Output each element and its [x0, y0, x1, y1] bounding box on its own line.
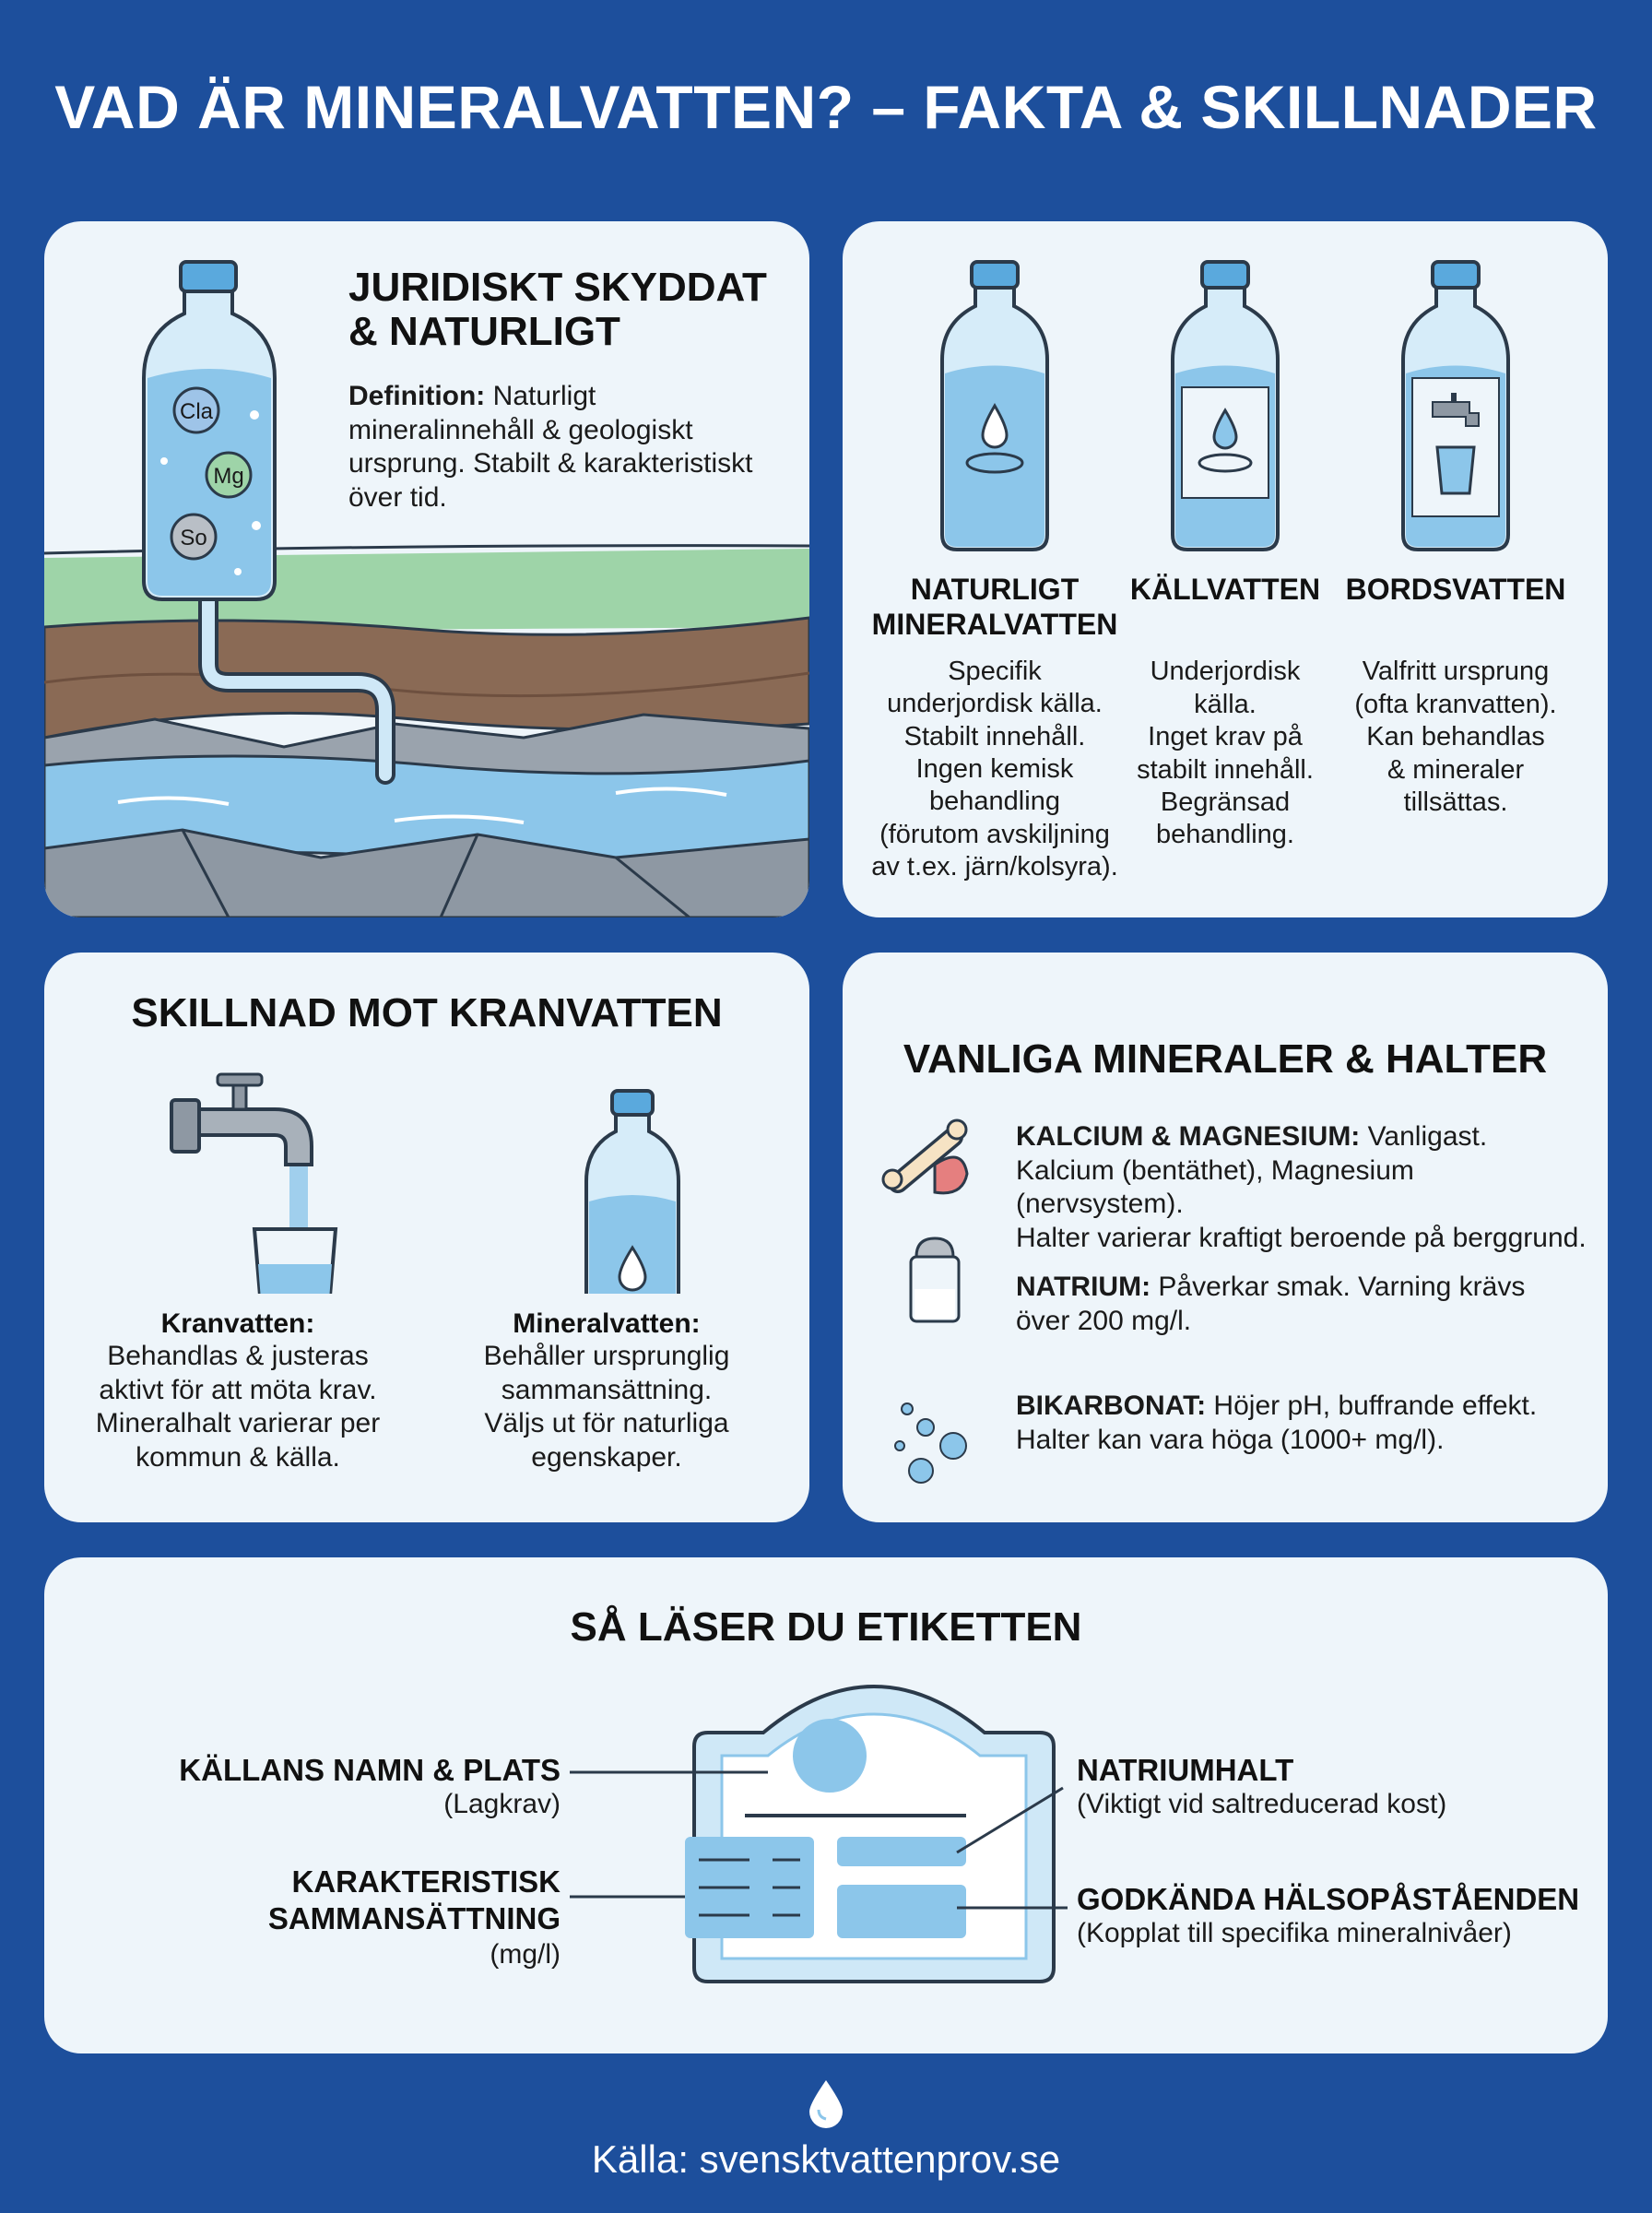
type-name: NATURLIGT MINERALVATTEN: [871, 573, 1118, 642]
type-description: Underjordisk källa. Inget krav på stabilt innehåll. Begränsad behandling.: [1137, 657, 1314, 850]
callout-sodium: NATRIUMHALT (Viktigt vid saltreducerad kost): [1077, 1753, 1447, 1819]
tap-heading: SKILLNAD MOT KRANVATTEN: [131, 990, 723, 1035]
type-description: Specifik underjordisk källa. Stabilt innehåll. Ingen kemisk behandling (förutom avskiljning av t.ex. järn/kolsyra).: [871, 656, 1118, 882]
tap-description: Behandlas & justeras aktivt för att möta krav. Mineralhalt varierar per kommun & källa.: [95, 1341, 381, 1473]
mineral-label: Mineralvatten:: [513, 1308, 701, 1339]
mineral-label: So: [180, 526, 207, 550]
definition-text: Definition: Naturligt mineralinnehåll & geologiskt ursprung. Stabilt & karakteristiskt över tid.: [348, 381, 753, 513]
mineral-item-3: BIKARBONAT: Höjer pH, buffrande effekt. Halter kan vara höga (1000+ mg/l).: [1016, 1391, 1538, 1455]
spring-water-bottle-icon: [1173, 262, 1278, 550]
type-name: KÄLLVATTEN: [1129, 573, 1321, 606]
minerals-heading: VANLIGA MINERALER & HALTER: [903, 1036, 1548, 1082]
label-heading: SÅ LÄSER DU ETIKETTEN: [570, 1604, 1082, 1650]
minerals-card: [843, 953, 1608, 1522]
type-description: Valfritt ursprung (ofta kranvatten). Kan behandlas & mineraler tillsättas.: [1354, 657, 1557, 817]
mineral-icons: [879, 1109, 990, 1515]
mineral-label: Mg: [213, 464, 244, 489]
water-types-card: [843, 221, 1608, 917]
mineral-water-bottle-icon: [942, 262, 1047, 550]
bubbles-icon: [895, 1403, 966, 1483]
table-water-bottle-icon: [1403, 262, 1508, 550]
type-column-3: [1304, 572, 1608, 819]
label-guide-card: [44, 1557, 1608, 2053]
mineral-item-1: KALCIUM & MAGNESIUM: Vanligast. Kalcium (bentäthet), Magnesium (nervsystem). Halter varierar kraftigt beroende på berggrund.: [1016, 1121, 1587, 1253]
legal-card: [44, 221, 809, 917]
source-footer: Källa: svensktvattenprov.se: [591, 2137, 1061, 2181]
salt-shaker-icon: [911, 1238, 959, 1321]
mineral-label: Cla: [179, 399, 214, 424]
page-title: VAD ÄR MINERALVATTEN? – FAKTA & SKILLNADER: [54, 73, 1598, 141]
callout-source: KÄLLANS NAMN & PLATS (Lagkrav): [179, 1753, 560, 1819]
glass-icon: [254, 1229, 336, 1294]
tap-label: Kranvatten:: [160, 1308, 315, 1339]
legal-heading: JURIDISKT SKYDDAT & NATURLIGT: [348, 265, 767, 355]
callout-composition: KARAKTERISTISK SAMMANSÄTTNING (mg/l): [267, 1864, 560, 1970]
callout-health-claims: GODKÄNDA HÄLSOPÅSTÅENDEN (Kopplat till specifika mineralnivåer): [1077, 1882, 1580, 1948]
mineral-column: [450, 1308, 763, 1474]
tap-column: [81, 1308, 395, 1474]
mineral-bottle-icon: [586, 1091, 678, 1294]
bottles-illustration: [843, 221, 1608, 553]
tap-comparison-card: [44, 953, 809, 1522]
type-name: BORDSVATTEN: [1345, 573, 1566, 606]
tap-illustration: [44, 1054, 809, 1294]
mineral-item-2: NATRIUM: Påverkar smak. Varning krävs över 200 mg/l.: [1016, 1272, 1526, 1336]
mineral-description: Behåller ursprunglig sammansättning. Väljs ut för naturliga egenskaper.: [483, 1341, 730, 1473]
bone-muscle-icon: [883, 1120, 967, 1193]
water-drop-icon: [806, 2077, 846, 2128]
